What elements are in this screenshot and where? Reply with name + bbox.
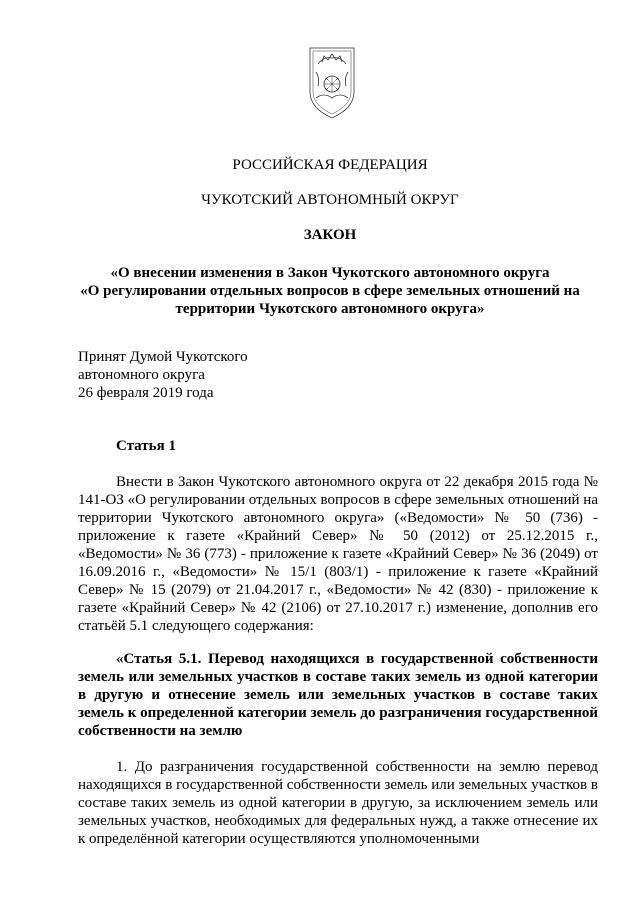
adoption-note (78, 348, 338, 402)
region-name: ЧУКОТСКИЙ АВТОНОМНЫЙ ОКРУГ (201, 192, 459, 208)
adoption-line: автономного округа (78, 367, 205, 383)
article-1-heading: Статья 1 (116, 438, 176, 454)
coat-of-arms-emblem (302, 42, 362, 126)
country-name: РОССИЙСКАЯ ФЕДЕРАЦИЯ (232, 157, 428, 173)
adoption-line: Принят Думой Чукотского (78, 349, 248, 365)
law-title-line: «О регулировании отдельных вопросов в сфере земельных отношений на (80, 283, 580, 299)
document-type: ЗАКОН (303, 227, 357, 243)
article-5-1-item-1: 1. До разграничения государственной собственности на землю перевод находящихся в государственной собственности земель или земельных участков в составе таких земель из одной категории в другую, за исключением земель или земельных участков, необходимых для федеральных нужд, а также отнесение их к определённой категории осуществляются уполномоченными (78, 759, 598, 847)
article-1-body: Внести в Закон Чукотского автономного округа от 22 декабря 2015 года № 141-ОЗ «О регулировании отдельных вопросов в сфере земельных отношений на территории Чукотского автономного округа» («Ведомости» № 50 (736) - приложение к газете «Крайний Север» № 50 (2012) от 25.12.2015 г., «Ведомости» № 36 (773) - приложение к газете «Крайний Север» № 36 (2049) от 16.09.2016 г., «Ведомости» № 15/1 (803/1) - приложение к газете «Крайний Север» № 15 (2079) от 21.04.2017 г., «Ведомости» № 42 (830) - приложение к газете «Крайний Север» № 42 (2106) от 27.10.2017 г.) изменение, дополнив его статьёй 5.1 следующего содержания: (78, 474, 598, 634)
law-title (70, 264, 590, 318)
article-5-1-heading: «Статья 5.1. Перевод находящихся в государственной собственности земель или земельных участков в составе таких земель из одной категории в другую и отнесение земель или земельных участков в составе таких земель к определенной категории земель до разграничения государственной собственности на землю (78, 651, 598, 739)
law-title-line: территории Чукотского автономного округа» (175, 301, 485, 317)
adoption-line: 26 февраля 2019 года (78, 385, 214, 401)
law-title-line: «О внесении изменения в Закон Чукотского автономного округа (110, 265, 550, 281)
